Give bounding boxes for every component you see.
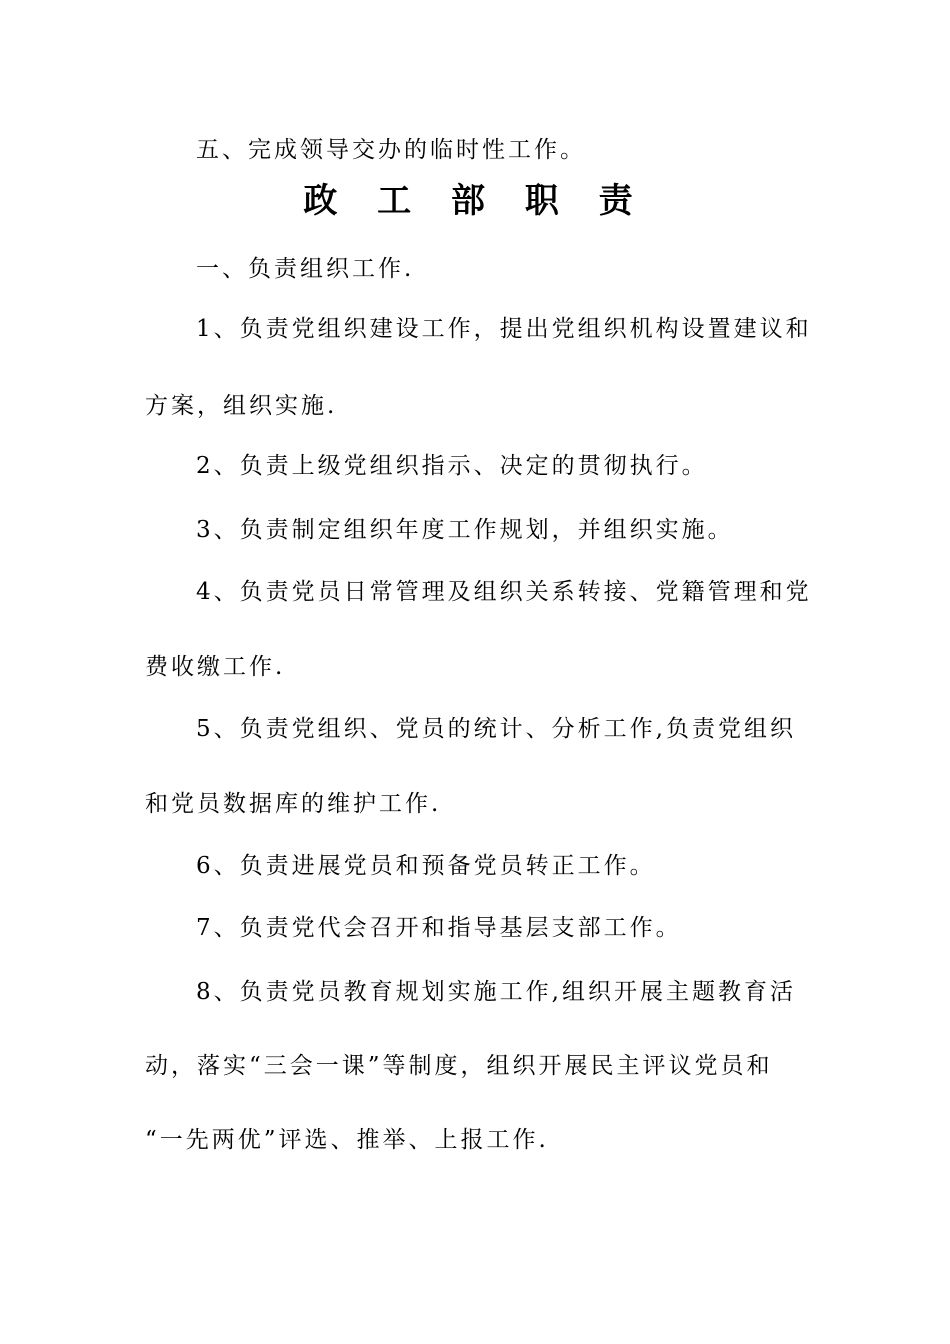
item-8-line-2: 动，落实“三会一课”等制度，组织开展民主评议党员和 — [145, 1053, 773, 1079]
item-4-line-1: 4、负责党员日常管理及组织关系转接、党籍管理和党 — [196, 579, 812, 605]
item-5-line-2: 和党员数据库的维护工作. — [145, 791, 442, 817]
item-1-line-2: 方案，组织实施. — [145, 393, 338, 419]
item-4-line-2: 费收缴工作. — [145, 654, 286, 680]
item-3: 3、负责制定组织年度工作规划，并组织实施。 — [196, 517, 734, 543]
item-5-line-1: 5、负责党组织、党员的统计、分析工作,负责党组织 — [196, 716, 796, 742]
item-2: 2、负责上级党组织指示、决定的贯彻执行。 — [196, 453, 708, 479]
item-6: 6、负责进展党员和预备党员转正工作。 — [196, 853, 656, 879]
item-1-line-1: 1、负责党组织建设工作，提出党组织机构设置建议和 — [196, 316, 812, 342]
page-title: 政 工 部 职 责 — [303, 181, 647, 221]
section-heading: 一、负责组织工作. — [196, 256, 415, 282]
item-8-line-1: 8、负责党员教育规划实施工作,组织开展主题教育活 — [196, 979, 796, 1005]
prev-item-line: 五、完成领导交办的临时性工作。 — [196, 137, 586, 163]
item-7: 7、负责党代会召开和指导基层支部工作。 — [196, 915, 682, 941]
item-8-line-3: “一先两优”评选、推举、上报工作. — [145, 1127, 549, 1153]
